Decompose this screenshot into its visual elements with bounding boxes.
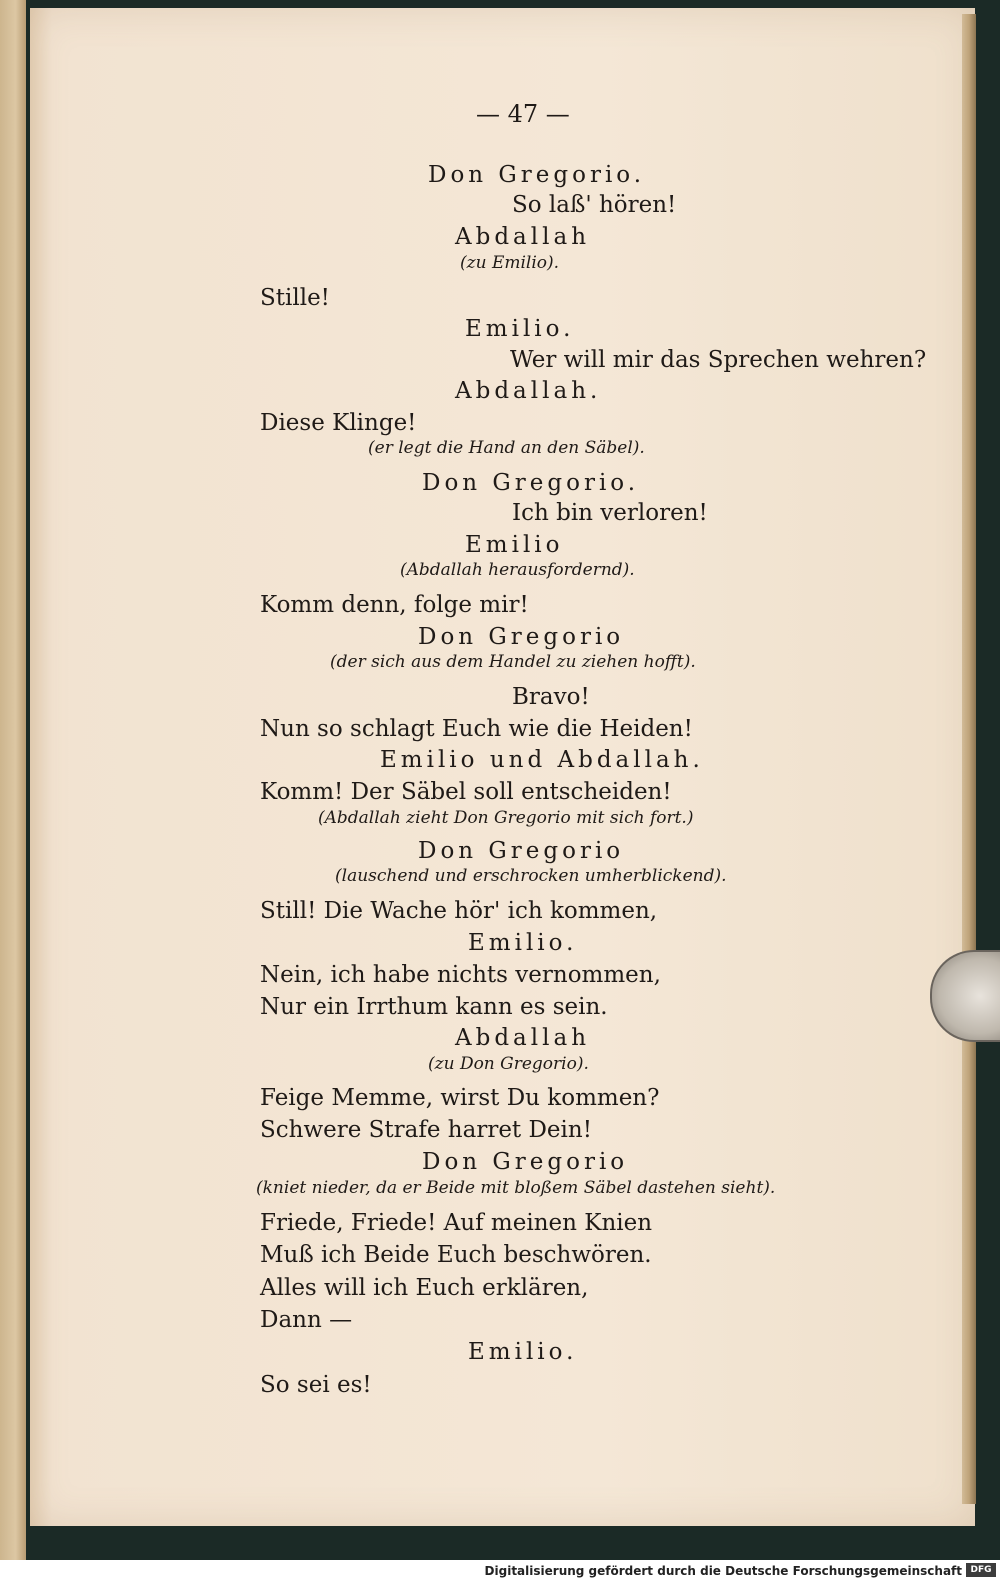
- stage-direction: (zu Emilio).: [460, 253, 560, 273]
- verse-line: Nur ein Irrthum kann es sein.: [260, 994, 608, 1020]
- speaker-name: Abdallah: [455, 1025, 591, 1051]
- speaker-name: Abdallah.: [455, 378, 602, 404]
- speaker-name: Don Gregorio: [418, 838, 625, 864]
- stage-direction: (Abdallah herausfordernd).: [400, 560, 635, 580]
- verse-line: Friede, Friede! Auf meinen Knien: [260, 1210, 653, 1236]
- speaker-name: Emilio: [465, 532, 564, 558]
- verse-line: So laß' hören!: [512, 192, 677, 218]
- verse-line: Komm! Der Säbel soll entscheiden!: [260, 779, 672, 805]
- verse-line: Muß ich Beide Euch beschwören.: [260, 1242, 652, 1268]
- verse-line: Schwere Strafe harret Dein!: [260, 1117, 592, 1143]
- verse-line: Nein, ich habe nichts vernommen,: [260, 962, 661, 988]
- stage-direction: (er legt die Hand an den Säbel).: [368, 438, 645, 458]
- page-stack-edge: [962, 14, 976, 1504]
- verse-line: Diese Klinge!: [260, 410, 417, 436]
- speaker-name: Don Gregorio: [422, 1149, 629, 1175]
- funding-credit: Digitalisierung gefördert durch die Deutsche Forschungsgemeinschaft: [484, 1564, 962, 1578]
- speaker-name: Emilio und Abdallah.: [380, 747, 704, 773]
- speaker-name: Don Gregorio.: [428, 162, 646, 188]
- speaker-name: Don Gregorio.: [422, 470, 640, 496]
- speaker-name: Emilio.: [468, 930, 578, 956]
- verse-line: So sei es!: [260, 1372, 372, 1398]
- speaker-name: Don Gregorio: [418, 624, 625, 650]
- verse-line: Feige Memme, wirst Du kommen?: [260, 1085, 660, 1111]
- verse-line: Nun so schlagt Euch wie die Heiden!: [260, 716, 693, 742]
- verse-line: Komm denn, folge mir!: [260, 592, 529, 618]
- speaker-name: Abdallah: [455, 224, 591, 250]
- stage-direction: (kniet nieder, da er Beide mit bloßem Säbel dastehen sieht).: [256, 1178, 776, 1198]
- verse-line: Bravo!: [512, 684, 590, 710]
- stage-direction: (zu Don Gregorio).: [428, 1054, 589, 1074]
- stage-direction: (der sich aus dem Handel zu ziehen hofft).: [330, 652, 696, 672]
- verse-line: Wer will mir das Sprechen wehren?: [510, 347, 927, 373]
- verse-line: Still! Die Wache hör' ich kommen,: [260, 898, 658, 924]
- stage-direction: (Abdallah zieht Don Gregorio mit sich fort.): [318, 808, 694, 828]
- speaker-name: Emilio.: [468, 1339, 578, 1365]
- verse-line: Ich bin verloren!: [512, 500, 708, 526]
- dfg-logo: DFG: [966, 1563, 996, 1577]
- verse-line: Alles will ich Euch erklären,: [260, 1275, 589, 1301]
- stage-direction: (lauschend und erschrocken umherblickend).: [335, 866, 727, 886]
- page-number: — 47 —: [476, 100, 570, 128]
- verse-line: Stille!: [260, 285, 330, 311]
- verse-line: Dann —: [260, 1307, 353, 1333]
- digitization-footer: [0, 1560, 1000, 1580]
- previous-page-edge: [0, 0, 26, 1570]
- speaker-name: Emilio.: [465, 316, 575, 342]
